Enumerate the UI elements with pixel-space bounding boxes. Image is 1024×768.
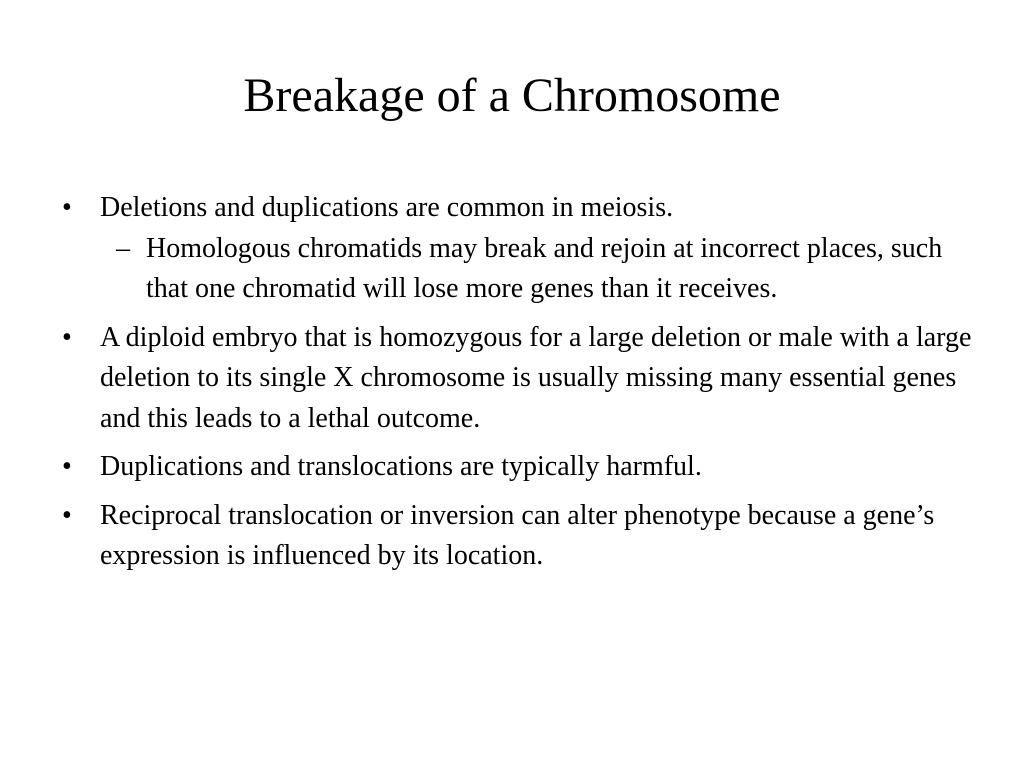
bullet-text: Reciprocal translocation or inversion can alter phenotype because a gene’s expression is influenced by its location.	[100, 499, 935, 571]
bullet-item	[56, 447, 976, 488]
bullet-item	[56, 318, 976, 440]
bullet-text: Duplications and translocations are typically harmful.	[100, 451, 702, 482]
bullet-item	[56, 496, 976, 577]
bullet-list	[56, 188, 976, 585]
bullet-text: A diploid embryo that is homozygous for a large deletion or male with a large deletion to its single X chromosome is usually missing many essential genes and this leads to a lethal outcome.	[100, 321, 972, 434]
bullet-item	[56, 188, 976, 310]
slide-title: Breakage of a Chromosome	[243, 69, 781, 122]
bullet-marker: •	[62, 321, 72, 353]
sub-bullet-marker: –	[116, 232, 130, 264]
bullet-marker: •	[62, 499, 72, 531]
bullet-marker: •	[62, 192, 72, 223]
bullet-text: Deletions and duplications are common in meiosis.	[100, 192, 674, 223]
sub-bullet-list	[56, 229, 976, 310]
sub-bullet-text: Homologous chromatids may break and rejoin at incorrect places, such that one chromatid will lose more genes than it receives.	[146, 232, 943, 304]
bullet-marker: •	[62, 451, 72, 482]
sub-bullet-item	[100, 229, 976, 310]
